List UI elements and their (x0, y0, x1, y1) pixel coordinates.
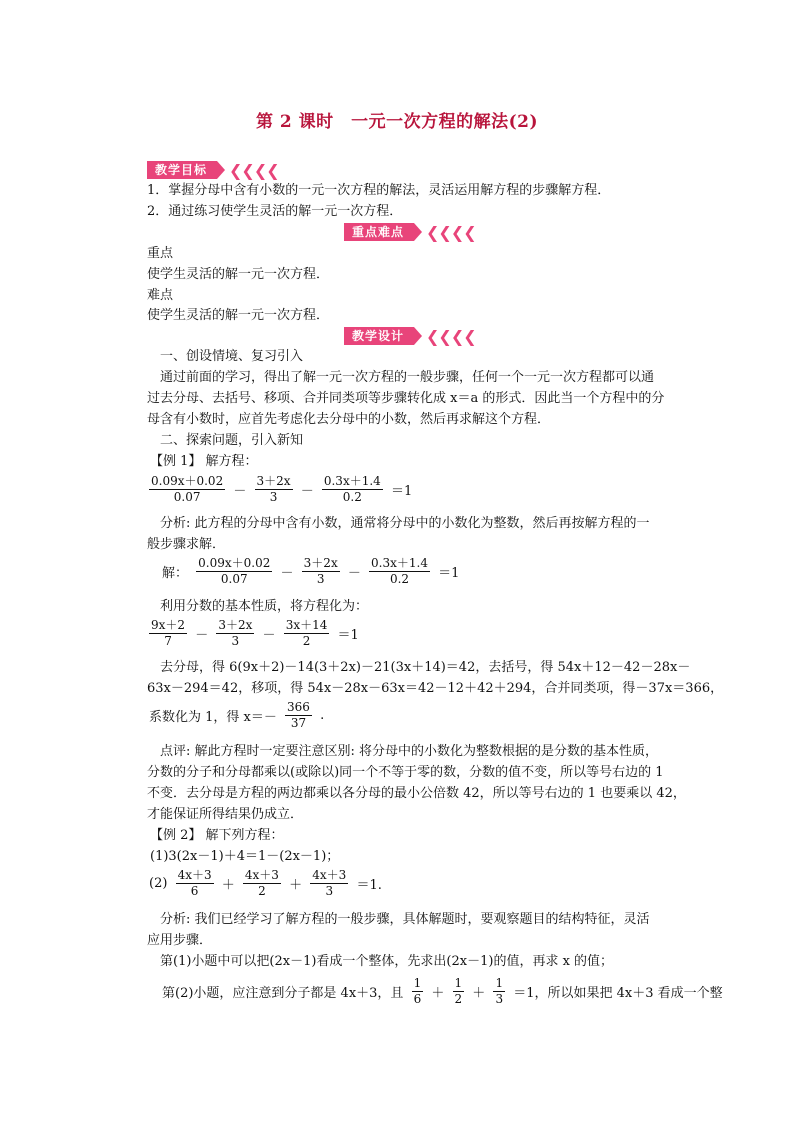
para-1-line-1: 通过前面的学习，得出了解一元一次方程的一般步骤，任何一个一元一次方程都可以通 (160, 370, 655, 385)
fraction: $\frac{4x+3}{3}$ (312, 868, 347, 898)
fraction: $\frac{1}{3}$ (495, 976, 504, 1006)
fraction: $\frac{9x+2}{7}$ (151, 618, 186, 648)
comment-line-1: 点评: 解此方程时一定要注意区别: 将分母中的小数化为整数根据的是分数的基本性质， (160, 744, 659, 759)
fraction: $\frac{0.09x+0.02}{0.07}$ (198, 556, 271, 586)
fraction: $\frac{3+2x}{3}$ (256, 474, 291, 504)
para-1-line-3: 母含有小数时，应首先考虑化去分母中的小数，然后再求解这个方程． (147, 412, 551, 427)
lesson-title: 第 2 课时 一元一次方程的解法(2) (255, 112, 539, 132)
equation-1: $\frac{0.09x+0.02}{0.07}$ － $\frac{3+2x}{3}$ － $\frac{0.3x+1.4}{0.2}$ ＝1 (151, 474, 413, 504)
teaching-design-label: 教学设计 (344, 327, 414, 345)
steps-line-2: 63x－294＝42，移项，得 54x－28x－63x＝42－12＋42＋294，合并同类项，得－37x＝366， (147, 681, 724, 696)
comment-line-4: 才能保证所得结果仍成立． (147, 807, 304, 822)
para-1-line-2: 过去分母、去括号、移项、合并同类项等步骤转化成 x＝a 的形式．因此当一个方程中的分 (147, 391, 665, 406)
fraction: $\frac{1}{2}$ (454, 976, 463, 1006)
chevron-left-icon: ❮❮❮❮ (426, 222, 476, 242)
fraction: $\frac{4x+3}{2}$ (244, 868, 279, 898)
analysis-2-line-1: 分析: 我们已经学习了解方程的一般步骤，具体解题时，要观察题目的结构特征，灵活 (160, 912, 650, 927)
fraction: $\frac{1}{6}$ (413, 976, 422, 1006)
goal-1: 1．掌握分母中含有小数的一元一次方程的解法，灵活运用解方程的步骤解方程． (147, 183, 611, 198)
section-2-heading: 二、探索问题，引入新知 (160, 433, 304, 448)
key-points-label: 重点难点 (344, 223, 414, 241)
chevron-left-icon: ❮❮❮❮ (426, 326, 476, 346)
fraction: $\frac{3+2x}{3}$ (303, 556, 338, 586)
goal-2: 2．通过练习使学生灵活的解一元一次方程． (147, 204, 403, 219)
part-2-hint: 第(2)小题，应注意到分子都是 4x＋3，且 $\frac{1}{6}$ ＋ $\frac{1}{2}$ ＋ $\frac{1}{3}$ ＝1，所以如果把 4x＋3 看成一个整 (162, 976, 723, 1006)
fraction: $\frac{3x+14}{2}$ (285, 618, 328, 648)
teaching-design-badge (344, 326, 476, 346)
chevron-left-icon: ❮❮❮❮ (229, 160, 279, 180)
steps-line-3: 系数化为 1，得 x＝－ $\frac{366}{37}$ . (149, 700, 325, 730)
analysis-2-line-2: 应用步骤． (147, 933, 213, 948)
teaching-goal-badge (147, 160, 279, 180)
steps-line-1: 去分母，得 6(9x＋2)－14(3＋2x)－21(3x＋14)＝42，去括号，得 54x＋12－42－28x－ (160, 660, 691, 675)
example-2-item-2: (2) $\frac{4x+3}{6}$ ＋ $\frac{4x+3}{2}$ ＋ $\frac{4x+3}{3}$ ＝1. (149, 868, 382, 898)
transformed-equation: $\frac{9x+2}{7}$ － $\frac{3+2x}{3}$ － $\frac{3x+14}{2}$ ＝1 (151, 618, 359, 648)
key-points-badge (344, 222, 476, 242)
example-2-label: 【例 2】 解下列方程： (150, 828, 284, 843)
transform-line: 利用分数的基本性质，将方程化为： (160, 599, 369, 614)
fraction: $\frac{0.3x+1.4}{0.2}$ (371, 556, 428, 586)
zhongdian-text: 使学生灵活的解一元一次方程． (147, 267, 330, 282)
fraction: $\frac{0.3x+1.4}{0.2}$ (323, 474, 381, 504)
section-1-heading: 一、创设情境、复习引入 (160, 349, 304, 364)
fraction: $\frac{4x+3}{6}$ (177, 868, 212, 898)
fraction: $\frac{3+2x}{3}$ (218, 618, 253, 648)
solution-equation: 解： $\frac{0.09x+0.02}{0.07}$ － $\frac{3+2x}{3}$ － $\frac{0.3x+1.4}{0.2}$ ＝1 (162, 556, 460, 586)
zhongdian-label: 重点 (147, 246, 174, 261)
teaching-goal-label: 教学目标 (147, 161, 217, 179)
nandian-label: 难点 (147, 288, 174, 303)
example-2-item-1: (1)3(2x－1)＋4＝1－(2x－1)； (150, 849, 340, 864)
analysis-1-line-2: 般步骤求解． (147, 537, 226, 552)
comment-line-3: 不变．去分母是方程的两边都乘以各分母的最小公倍数 42，所以等号右边的 1 也要乘以 42， (147, 786, 686, 801)
part-1-hint: 第(1)小题中可以把(2x－1)看成一个整体，先求出(2x－1)的值，再求 x 的值； (160, 954, 614, 969)
answer-fraction: $\frac{366}{37}$ (287, 700, 310, 730)
fraction: $\frac{0.09x+0.02}{0.07}$ (151, 474, 224, 504)
analysis-1-line-1: 分析: 此方程的分母中含有小数，通常将分母中的小数化为整数，然后再按解方程的一 (160, 516, 650, 531)
example-1-label: 【例 1】 解方程： (150, 454, 258, 469)
nandian-text: 使学生灵活的解一元一次方程． (147, 308, 330, 323)
comment-line-2: 分数的分子和分母都乘以(或除以)同一个不等于零的数，分数的值不变，所以等号右边的 1 (147, 765, 664, 780)
